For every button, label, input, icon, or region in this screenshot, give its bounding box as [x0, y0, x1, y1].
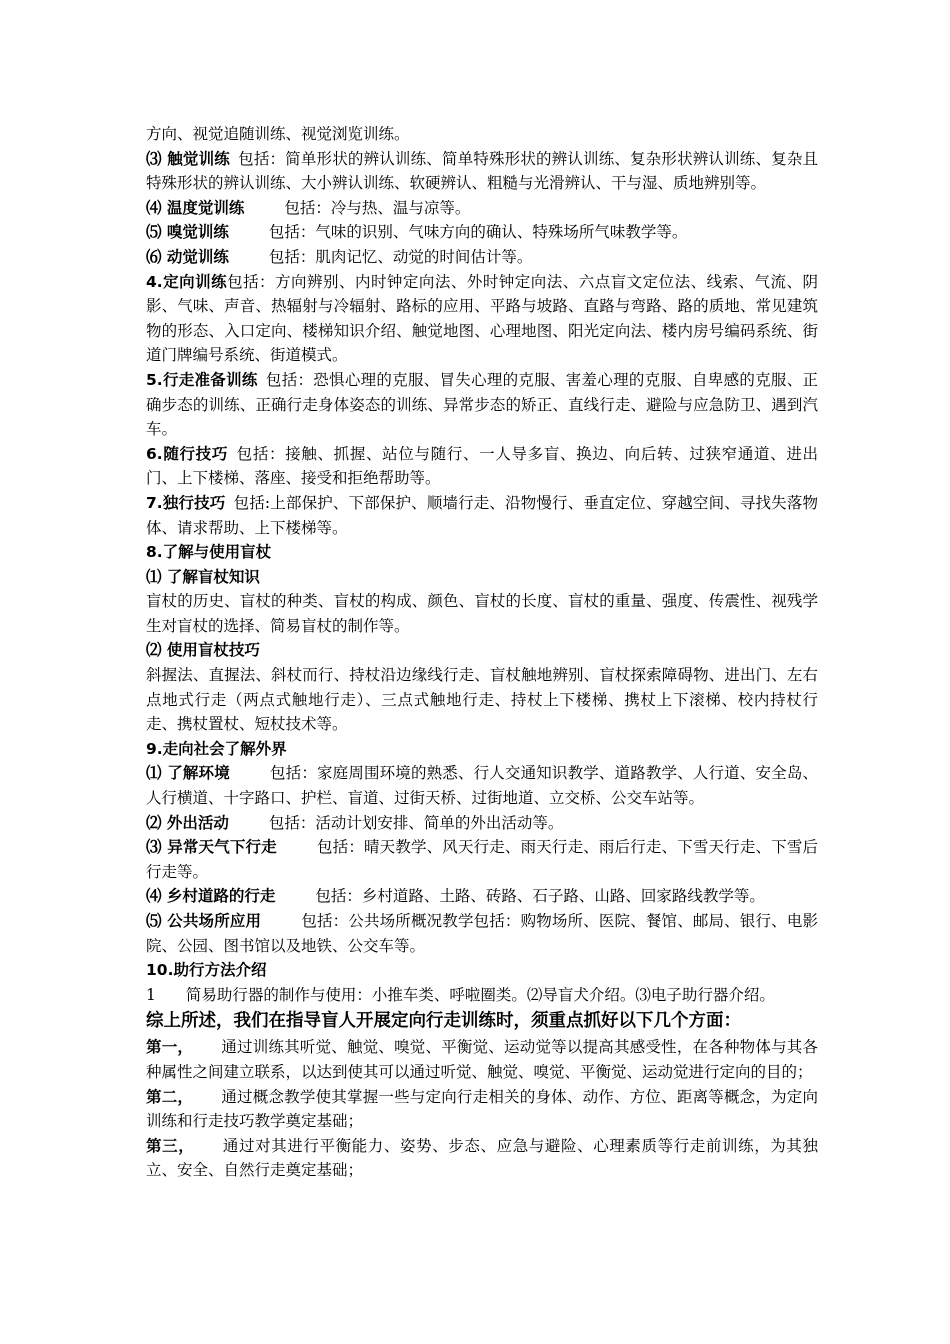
point-heading: 第二， — [146, 1087, 194, 1106]
subsection-cane-knowledge — [146, 565, 818, 590]
section-heading: 5.行走准备训练 — [146, 370, 258, 389]
item-temperature-training — [146, 196, 818, 221]
section-heading: 9.走向社会了解外界 — [146, 739, 287, 758]
item-text: 包括：公共场所概况教学包括：购物场所、医院、餐馆、邮局、银行、电影院、公园、图书馆以及地铁、公交车等。 — [146, 912, 818, 955]
item-heading: ⑷ 温度觉训练 — [146, 198, 245, 217]
section-text: 包括：接触、抓握、站位与随行、一人导多盲、换边、向后转、过狭窄通道、进出门、上下楼梯、落座、接受和拒绝帮助等。 — [146, 444, 818, 488]
section-walking-preparation — [146, 368, 818, 442]
item-text: 包括：活动计划安排、简单的外出活动等。 — [268, 813, 564, 832]
section-text: 包括：恐惧心理的克服、冒失心理的克服、害羞心理的克服、自卑感的克服、正确步态的训练、正确行走身体姿态的训练、异常步态的矫正、直线行走、避险与应急防卫、遇到汽车。 — [146, 370, 818, 439]
section-orientation-training — [146, 270, 818, 368]
item-public-places — [146, 909, 818, 958]
section-heading: 6.随行技巧 — [146, 444, 229, 463]
item-abnormal-weather — [146, 835, 818, 884]
item-heading: ⑷ 乡村道路的行走 — [146, 887, 276, 906]
item-heading: ⑸ 嗅觉训练 — [146, 223, 229, 242]
item-heading: ⑶ 触觉训练 — [146, 149, 230, 168]
section-text: 包括:上部保护、下部保护、顺墙行走、沿物慢行、垂直定位、穿越空间、寻找失落物体、请求帮助、上下楼梯等。 — [146, 493, 818, 537]
document-body — [146, 122, 818, 1183]
section-heading: 4.定向训练 — [146, 272, 228, 291]
item-text: 包括：气味的识别、气味方向的确认、特殊场所气味教学等。 — [268, 223, 688, 242]
item-heading: ⑸ 公共场所应用 — [146, 912, 262, 930]
item-text: 包括：简单形状的辨认训练、简单特殊形状的辨认训练、复杂形状辨认训练、复杂且特殊形状的辨认训练、大小辨认训练、软硬辨认、粗糙与光滑辨认、干与湿、质地辨别等。 — [146, 149, 818, 193]
item-outdoor-activities — [146, 811, 818, 836]
item-kinesthetic-training — [146, 245, 818, 270]
section-mobility-aids-text: 1 简易助行器的制作与使用：小推车类、呼啦圈类。⑵导盲犬介绍。⑶电子助行器介绍。 — [146, 985, 775, 1004]
subsection-cane-knowledge-text: 盲杖的历史、盲杖的种类、盲杖的构成、颜色、盲杖的长度、盲杖的重量、强度、传震性、视残学生对盲杖的选择、简易盲杖的制作等。 — [146, 592, 818, 635]
summary-heading: 综上所述，我们在指导盲人开展定向行走训练时，须重点抓好以下几个方面： — [146, 1011, 741, 1032]
section-go-out-to-society — [146, 737, 818, 762]
subsection-cane-skills-text: 斜握法、直握法、斜杖而行、持杖沿边缘线行走、盲杖触地辨别、盲杖探索障碍物、进出门、左右点地式行走（两点式触地行走）、三点式触地行走、持杖上下楼梯、携杖上下滚梯、校内持杖行走、携杖置杖、短杖技术等。 — [146, 666, 818, 734]
item-text: 包括：晴天教学、风天行走、雨天行走、雨后行走、下雪天行走、下雪后行走等。 — [146, 838, 818, 881]
item-touch-training — [146, 147, 818, 196]
section-heading: 10.助行方法介绍 — [146, 961, 267, 980]
section-heading: 7.独行技巧 — [146, 493, 226, 512]
point-text: 通过概念教学使其掌握一些与定向行走相关的身体、动作、方位、距离等概念，为定向训练和行走技巧教学奠定基础； — [146, 1087, 818, 1131]
point-first — [146, 1035, 818, 1084]
item-smell-training — [146, 220, 818, 245]
section-mobility-aids — [146, 958, 818, 983]
section-guided-walking — [146, 442, 818, 491]
point-heading: 第三， — [146, 1136, 195, 1155]
point-heading: 第一， — [146, 1038, 194, 1057]
item-understand-environment — [146, 761, 818, 810]
point-text: 通过训练其听觉、触觉、嗅觉、平衡觉、运动觉等以提高其感受性，在各种物体与其各种属性之间建立联系，以达到使其可以通过听觉、触觉、嗅觉、平衡觉、运动觉进行定向的目的； — [146, 1038, 818, 1081]
item-heading: ⑹ 动觉训练 — [146, 247, 229, 266]
item-heading: ⑵ 外出活动 — [146, 813, 229, 832]
subsection-heading: ⑵ 使用盲杖技巧 — [146, 641, 260, 660]
item-text: 包括：家庭周围环境的熟悉、行人交通知识教学、道路教学、人行道、安全岛、人行横道、十字路口、护栏、盲道、过街天桥、过街地道、立交桥、公交车站等。 — [146, 764, 818, 808]
item-text: 包括：冷与热、温与凉等。 — [284, 198, 471, 217]
item-text: 包括：肌肉记忆、动觉的时间估计等。 — [268, 247, 533, 266]
point-third — [146, 1134, 818, 1183]
point-second — [146, 1085, 818, 1134]
item-text: 包括：乡村道路、土路、砖路、石子路、山路、回家路线教学等。 — [315, 887, 765, 906]
item-rural-roads — [146, 884, 818, 909]
section-white-cane — [146, 540, 818, 565]
section-independent-walking — [146, 491, 818, 540]
subsection-cane-skills — [146, 638, 818, 663]
item-heading: ⑶ 异常天气下行走 — [146, 838, 277, 857]
paragraph-vision-continued: 方向、视觉追随训练、视觉浏览训练。 — [146, 125, 410, 143]
subsection-heading: ⑴ 了解盲杖知识 — [146, 567, 260, 586]
section-heading: 8.了解与使用盲杖 — [146, 543, 272, 562]
section-text: 包括：方向辨别、内时钟定向法、外时钟定向法、六点盲文定位法、线索、气流、阴影、气味、声音、热辐射与冷辐射、路标的应用、平路与坡路、直路与弯路、路的质地、常见建筑物的形态、入口定向、楼梯知识介绍、触觉地图、心理地图、阳光定向法、楼内房号编码系统、街道门牌编号系统、街道模式。 — [146, 272, 818, 365]
point-text: 通过对其进行平衡能力、姿势、步态、应急与避险、心理素质等行走前训练，为其独立、安全、自然行走奠定基础； — [146, 1136, 818, 1180]
item-heading: ⑴ 了解环境 — [146, 764, 230, 783]
